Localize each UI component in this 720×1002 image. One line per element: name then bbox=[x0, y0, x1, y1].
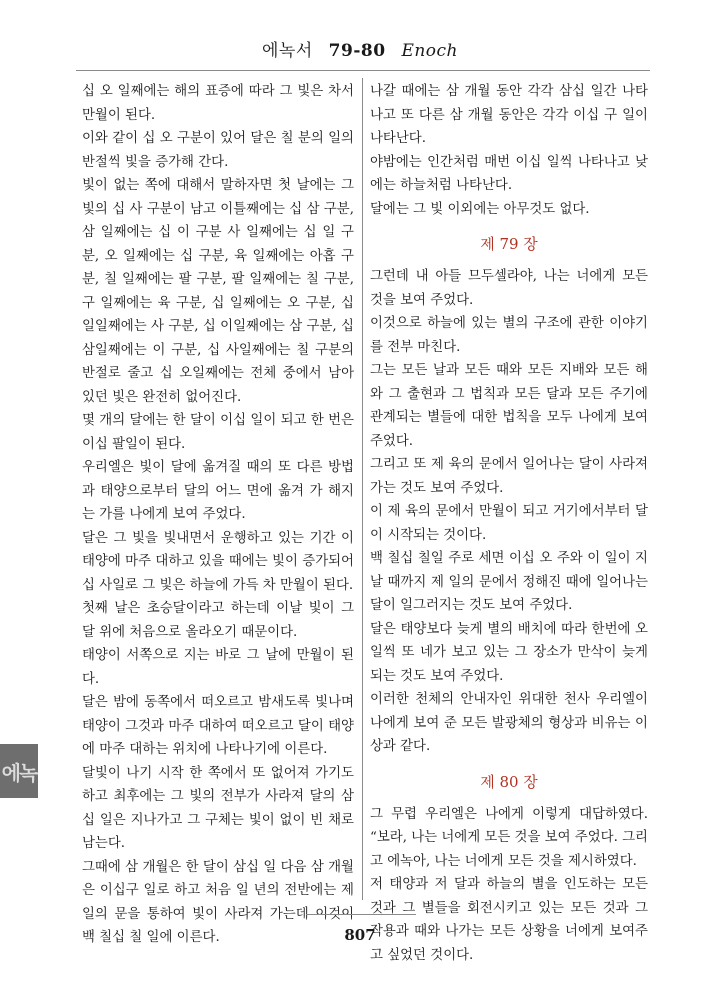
paragraph: 달빛이 나기 시작 한 쪽에서 또 없어져 가기도 하고 최후에는 그 빛의 전부가 사라져 달의 삼십 일은 지나가고 그 구체는 빛이 없이 빈 채로 남는다. bbox=[82, 765, 354, 851]
header-rule bbox=[76, 70, 650, 71]
paragraph: 그 무렵 우리엘은 나에게 이렇게 대답하였다. “보라, 나는 너에게 모든 것을 보여 주었다. 그리고 에녹아, 나는 너에게 모든 것을 제시하였다. bbox=[370, 806, 648, 869]
paragraph: 태양이 서쪽으로 지는 바로 그 날에 만월이 된다. bbox=[82, 648, 354, 687]
right-column bbox=[370, 80, 648, 967]
page-number: 807 bbox=[344, 926, 376, 944]
paragraph: 달은 그 빛을 빛내면서 운행하고 있는 기간 이 태양에 마주 대하고 있을 때에는 빛이 증가되어 십 사일로 그 빛은 하늘에 가득 차 만월이 된다. bbox=[82, 530, 354, 593]
paragraph: 우리엘은 빛이 달에 옮겨질 때의 또 다른 방법과 태양으로부터 달의 어느 면에 옮겨 가 해지는 가를 나에게 보여 주었다. bbox=[82, 460, 354, 522]
paragraph: 이러한 천체의 안내자인 위대한 천사 우리엘이 나에게 보여 준 모든 발광체의 형상과 비유는 이상과 같다. bbox=[370, 692, 648, 754]
left-column bbox=[82, 80, 354, 950]
paragraph: 달은 태양보다 늦게 별의 배치에 따라 한번에 오 일씩 또 네가 보고 있는 그 장소가 만삭이 늦게 되는 것도 보여 주었다. bbox=[370, 621, 648, 684]
paragraph: 달에는 그 빛 이외에는 아무것도 없다. bbox=[370, 201, 590, 217]
paragraph: 야밤에는 인간처럼 매번 이십 일씩 나타나고 낮에는 하늘처럼 나타난다. bbox=[370, 154, 648, 193]
paragraph: 그때에 삼 개월은 한 달이 삼십 일 다음 삼 개월은 이십구 일로 하고 처음 일 년의 전반에는 제 일의 문을 통하여 빛이 사라져 가는데 이것이 백 칠십 칠 일에 이른다. bbox=[82, 859, 354, 945]
paragraph: 백 칠십 칠일 주로 세면 이십 오 주와 이 일이 지날 때까지 제 일의 문에서 정해진 때에 일어나는 달이 일그러지는 것도 보여 주었다. bbox=[370, 551, 648, 613]
paragraph: 저 태양과 저 달과 하늘의 별을 인도하는 모든 것과 그 별들을 회전시키고 있는 모든 것과 그 작용과 때와 나가는 모든 상황을 너에게 보여주고 싶었던 것이다. bbox=[370, 877, 648, 963]
paragraph: 그런데 내 아들 므두셀라야, 나는 너에게 모든 것을 보여 주었다. bbox=[370, 269, 648, 308]
paragraph: 십 오 일째에는 해의 표증에 따라 그 빛은 차서 만월이 된다. bbox=[82, 84, 354, 123]
header-chapter-range: 79-80 bbox=[328, 41, 386, 61]
paragraph: 이 제 육의 문에서 만월이 되고 거기에서부터 달이 시작되는 것이다. bbox=[370, 504, 648, 543]
chapter-heading-79: 제 79 장 bbox=[480, 235, 538, 253]
paragraph: 이와 같이 십 오 구분이 있어 달은 칠 분의 일의 반절씩 빛을 증가해 간다. bbox=[82, 131, 354, 170]
paragraph: 그는 모든 날과 모든 때와 모든 지배와 모든 해와 그 출현과 그 법칙과 모든 달과 모든 주기에 관계되는 별들에 대한 법칙을 모두 나에게 보여 주었다. bbox=[370, 363, 648, 449]
chapter-heading-80: 제 80 장 bbox=[480, 772, 538, 791]
paragraph: 달은 밤에 동쪽에서 떠오르고 밤새도록 빛나며 태양이 그것과 마주 대하여 떠오르고 달이 태양에 마주 대하는 위치에 나타나기에 이른다. bbox=[82, 695, 354, 757]
paragraph: 빛이 없는 쪽에 대해서 말하자면 첫 날에는 그 빛의 십 사 구분이 남고 이틀째에는 십 삼 구분, 삼 일째에는 십 이 구분 사 일째에는 십 일 구분, 오 일째에는 십 구분, 육 일째에는 아홉 구분, 칠 일째에는 팔 구분, 팔 일째에는 칠 구분, 구 일째에는 육 구분, 십 일째에는 오 구분, 십 일일째에는 사 구분, 십 이일째에는 삼 구분, 십 삼일째에는 이 구분, 십 사일째에는 칠 구분의 반절로 줄고 십 오일째에는 전체 중에서 남아 있던 빛은 완전히 없어진다. bbox=[82, 178, 354, 405]
paragraph: 몇 개의 달에는 한 달이 이십 일이 되고 한 번은 이십 팔일이 된다. bbox=[82, 413, 354, 452]
paragraph: 나갈 때에는 삼 개월 동안 각각 삼십 일간 나타나고 또 다른 삼 개월 동안은 각각 이십 구 일이 나타난다. bbox=[370, 84, 648, 146]
header-book-title: 에녹서 bbox=[261, 41, 313, 61]
side-thumb-tab: 에녹 bbox=[0, 744, 38, 798]
paragraph: 이것으로 하늘에 있는 별의 구조에 관한 이야기를 전부 마친다. bbox=[370, 316, 648, 355]
footer-rule bbox=[306, 914, 416, 915]
running-header bbox=[0, 36, 720, 61]
column-divider bbox=[362, 78, 363, 900]
header-english-title: Enoch bbox=[401, 41, 459, 61]
paragraph: 첫째 날은 초승달이라고 하는데 이날 빛이 그 달 위에 처음으로 올라오기 때문이다. bbox=[82, 601, 354, 640]
paragraph: 그리고 또 제 육의 문에서 일어나는 달이 사라져가는 것도 보여 주었다. bbox=[370, 457, 648, 496]
